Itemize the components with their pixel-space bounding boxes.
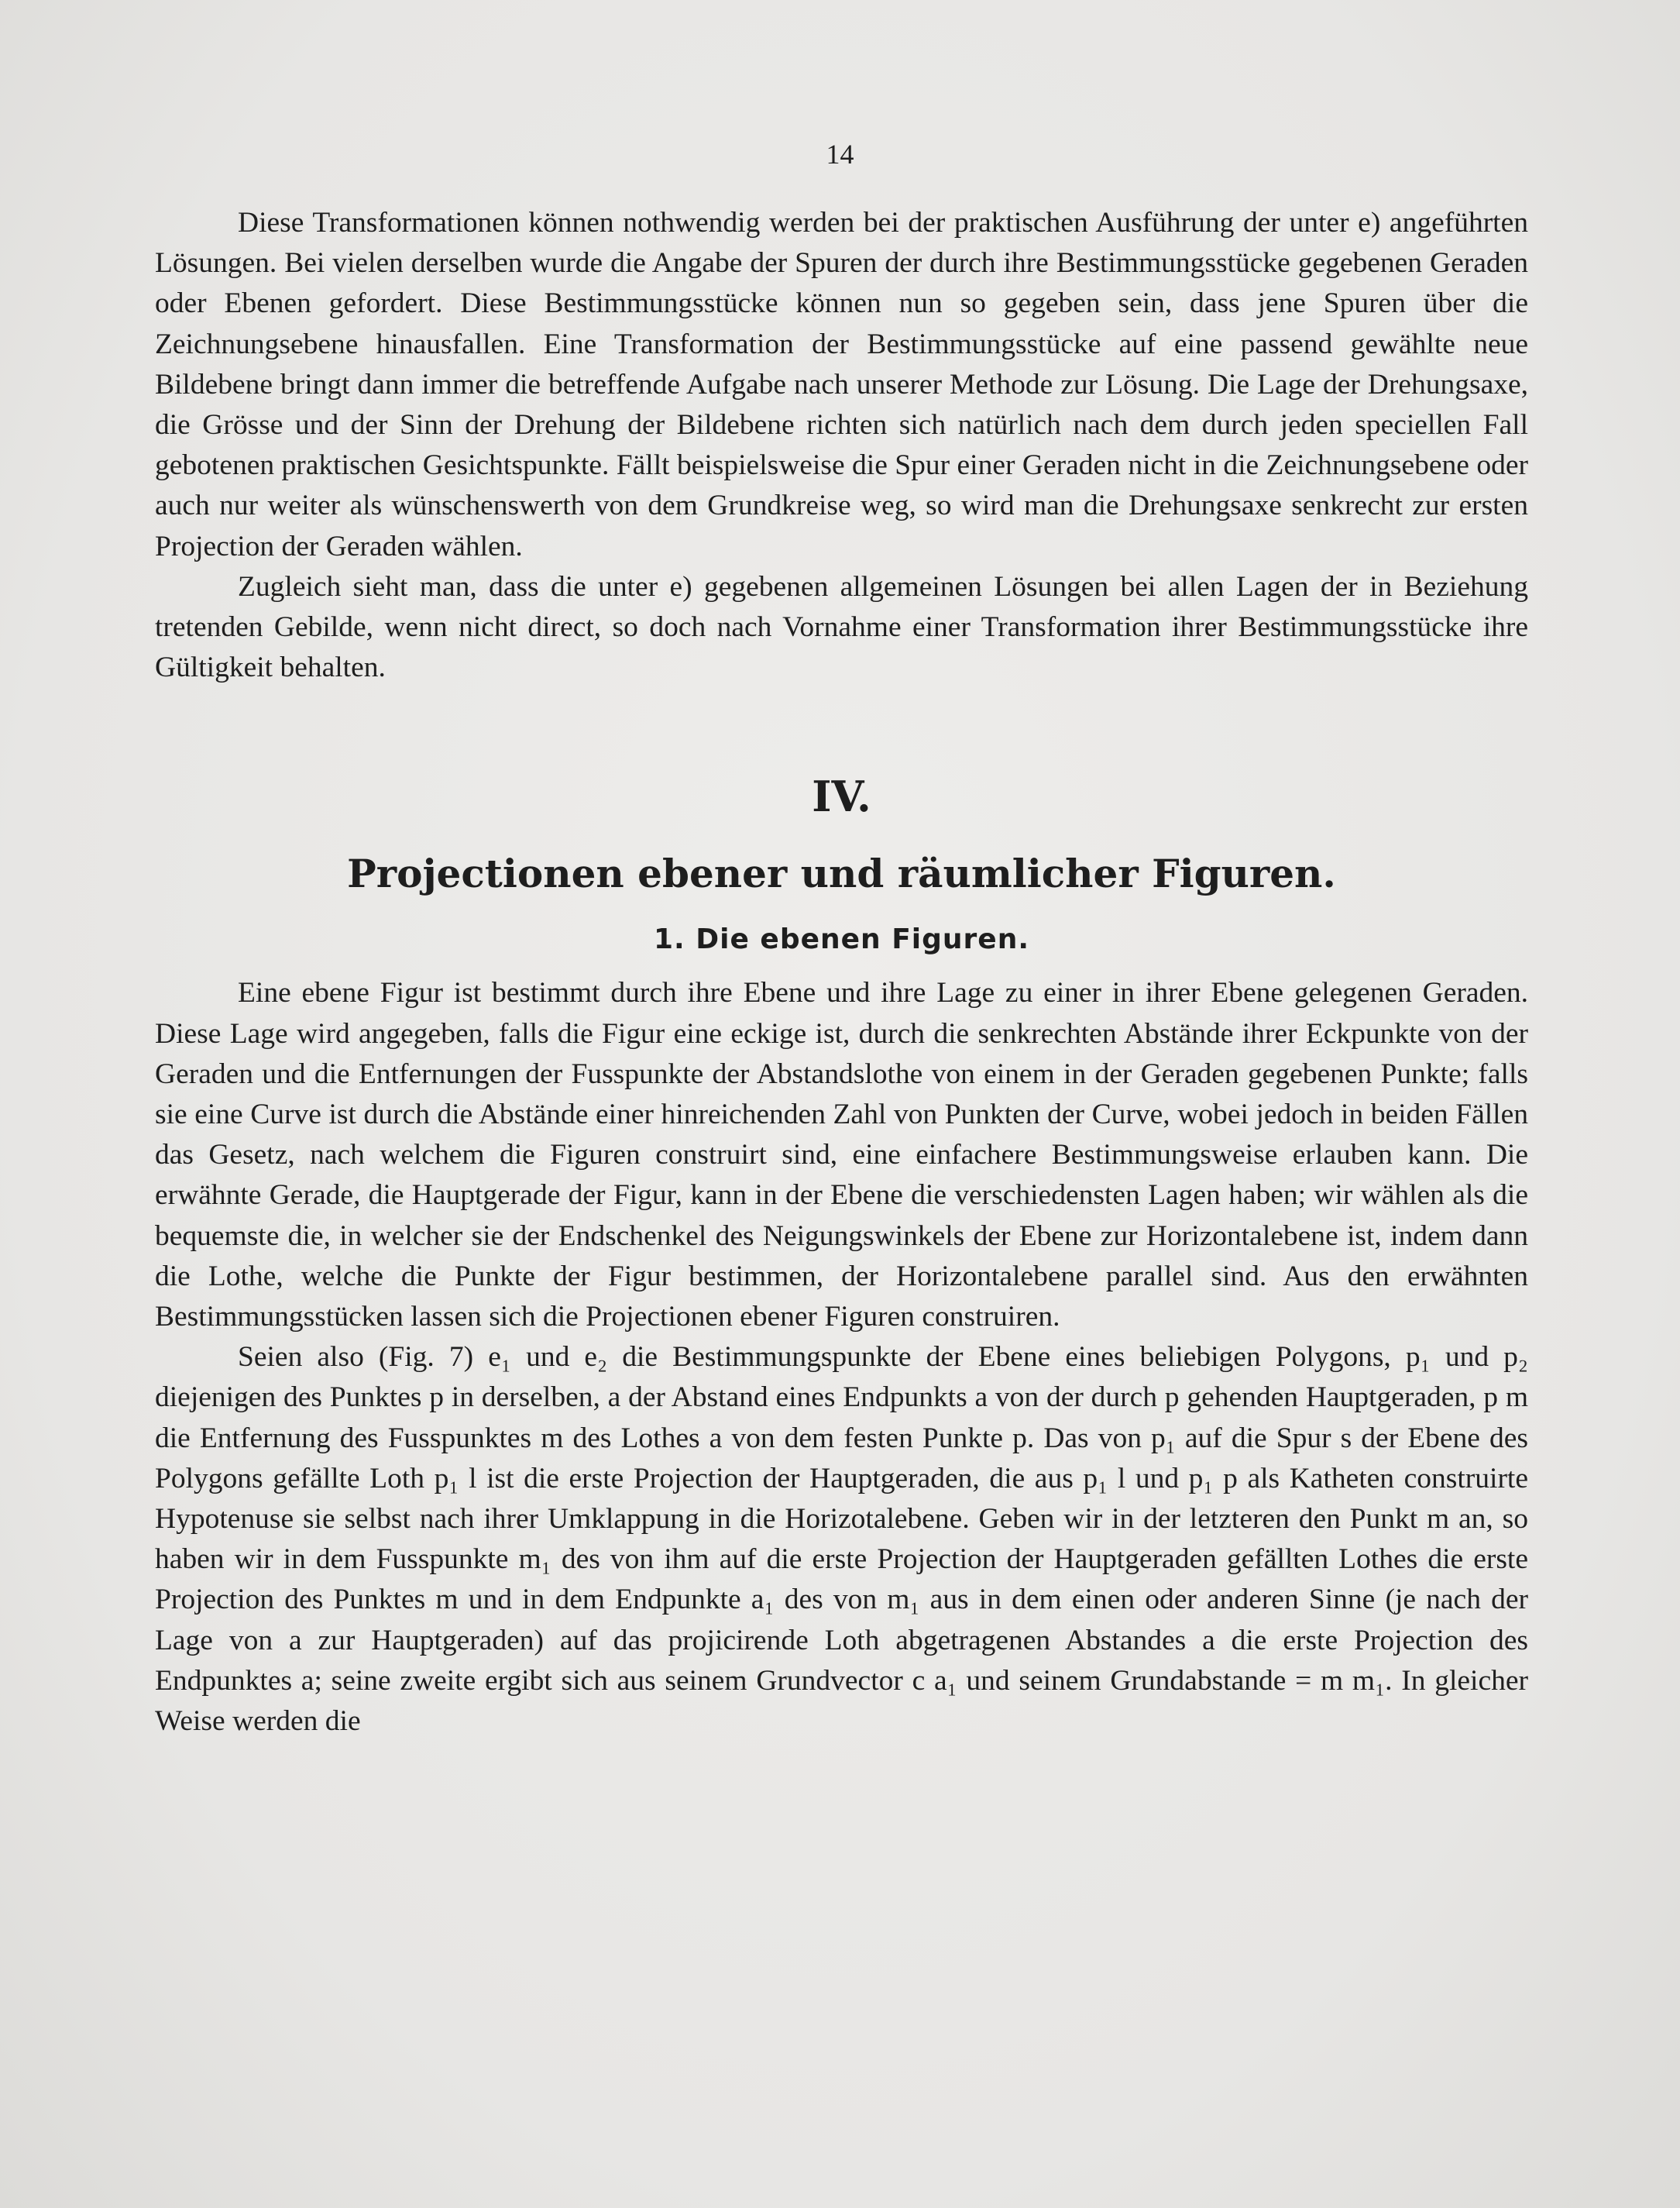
paragraph-plane-figure: Eine ebene Figur ist bestimmt durch ihre Ebene und ihre Lage zu einer in ihrer Ebene gelegenen Geraden. Diese Lage wird angegeben, falls die Figur eine eckige ist, durch die senkrechten Abstände ihrer Eckpunkte von der Geraden und die Entfernungen der Fusspunkte der Abstandslothe von einem in der Geraden gegebenen Punkte; falls sie eine Curve ist durch die Abstände einer hinreichenden Zahl von Punkten der Curve, wobei jedoch in beiden Fällen das Gesetz, nach welchem die Figuren construirt sind, eine einfachere Bestimmungsweise erlauben kann. Die erwähnte Gerade, die Hauptgerade der Figur, kann in der Ebene die verschiedensten Lagen haben; wir wählen als die bequemste die, in welcher sie der Endschenkel des Neigungswinkels der Ebene zur Horizontalebene ist, indem dann die Lothe, welche die Punkte der Figur bestimmen, der Horizontalebene parallel sind. Aus den erwähnten Bestimmungsstücken lassen sich die Projectionen ebener Figuren construiren.: [155, 977, 1528, 1333]
section-number: IV.: [812, 772, 871, 822]
page-number: 14: [826, 139, 854, 170]
paragraph-transformations: Diese Transformationen können nothwendig werden bei der praktischen Ausführung der unter e) angeführten Lösungen. Bei vielen derselben wurde die Angabe der Spuren der durch ihre Bestimmungsstücke gegebenen Geraden oder Ebenen gefordert. Diese Bestimmungsstücke können nun so gegeben sein, dass jene Spuren über die Zeichnungsebene hinausfallen. Eine Transformation der Bestimmungsstücke auf eine passend gewählte neue Bildebene bringt dann immer die betreffende Aufgabe nach unserer Methode zur Lösung. Die Lage der Drehungsaxe, die Grösse und der Sinn der Drehung der Bildebene richten sich natürlich nach dem durch jeden speciellen Fall gebotenen praktischen Gesichtspunkte. Fällt beispielsweise die Spur einer Geraden nicht in die Zeichnungsebene oder auch nur weiter als wünschenswerth von dem Grundkreise weg, so wird man die Drehungsaxe senkrecht zur ersten Projection der Geraden wählen.: [155, 207, 1528, 562]
subsection-title: 1. Die ebenen Figuren.: [653, 923, 1030, 956]
text-column: [155, 203, 1528, 1742]
paragraph-polygon-construction: Seien also (Fig. 7) e₁ und e₂ die Bestimmungspunkte der Ebene eines beliebigen Polygons, p₁ und p₂ diejenigen des Punktes p in derselben, a der Abstand eines Endpunkts a von der durch p gehenden Hauptgeraden, p m die Entfernung des Fusspunktes m des Lothes a von dem festen Punkte p. Das von p₁ auf die Spur s der Ebene des Polygons gefällte Loth p₁ l ist die erste Projection der Hauptgeraden, die aus p₁ l und p₁ p als Katheten construirte Hypotenuse sie selbst nach ihrer Umklappung in die Horizotalebene. Geben wir in der letzteren den Punkt m an, so haben wir in dem Fusspunkte m₁ des von ihm auf die erste Projection der Hauptgeraden gefällten Lothes die erste Projection des Punktes m und in dem Endpunkte a₁ des von m₁ aus in dem einen oder anderen Sinne (je nach der Lage von a zur Hauptgeraden) auf das projicirende Loth abgetragenen Abstandes a die erste Projection des Endpunktes a; seine zweite ergibt sich aus seinem Grundvector c a₁ und seinem Grundabstande = m m₁. In gleicher Weise werden die: [155, 1341, 1528, 1738]
section-title: Projectionen ebener und räumlicher Figuren.: [347, 851, 1336, 897]
paragraph-validity: Zugleich sieht man, dass die unter e) gegebenen allgemeinen Lösungen bei allen Lagen der in Beziehung tretenden Gebilde, wenn nicht direct, so doch nach Vornahme einer Transformation ihrer Bestimmungsstücke ihre Gültigkeit behalten.: [155, 570, 1528, 684]
